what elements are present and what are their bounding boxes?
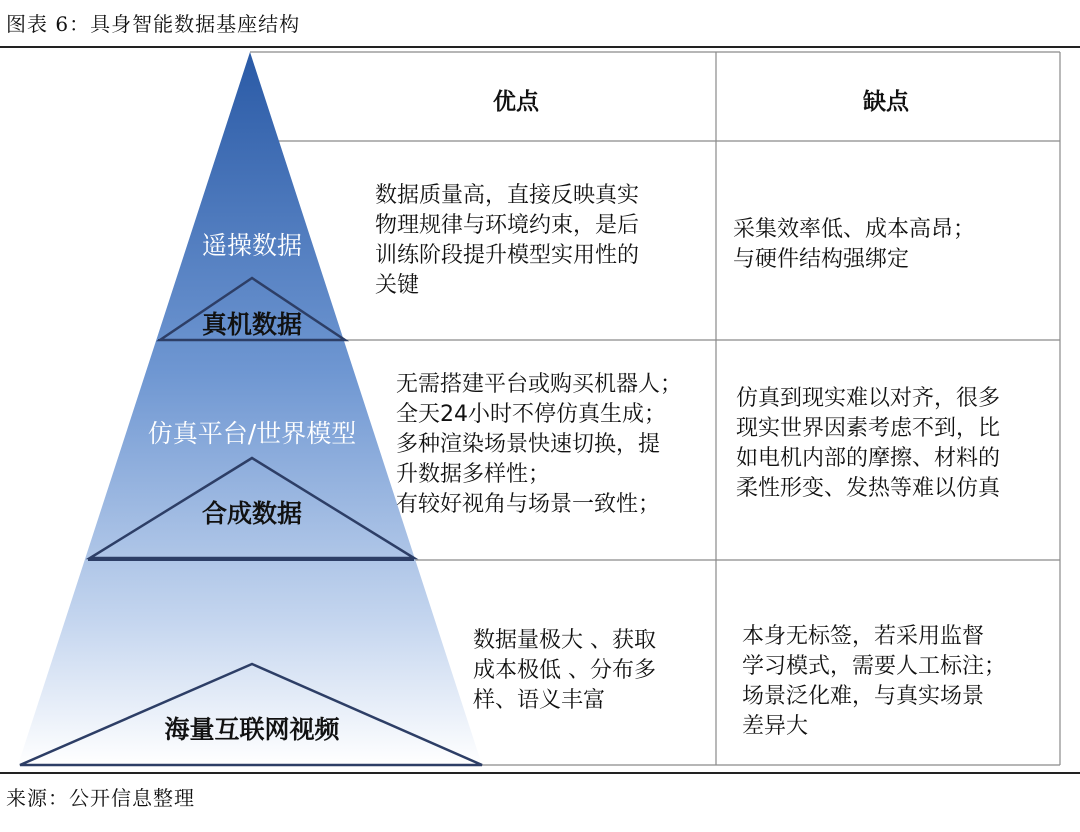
tier2-outer-label: 仿真平台/世界模型: [147, 419, 357, 448]
tier3-inner-label: 海量互联网视频: [164, 715, 340, 744]
tier1-outer-label: 遥操数据: [201, 231, 302, 260]
bottom-rule: [0, 772, 1080, 774]
figure-source: 来源：公开信息整理: [6, 786, 195, 810]
header-cons: 缺点: [863, 89, 909, 115]
tier1-inner-label: 真机数据: [201, 310, 302, 339]
tier1-cons: 采集效率低、成本高昂； 与硬件结构强绑定: [733, 217, 976, 272]
tier2-pros: 无需搭建平台或购买机器人； 全天24小时不停仿真生成； 多种渲染场景快速切换，提 升数据多样性； 有较好视角与场景一致性；: [396, 372, 683, 517]
tier1-pros: 数据质量高，直接反映真实 物理规律与环境约束，是后 训练阶段提升模型实用性的 关键: [375, 183, 640, 298]
figure-title: 图表 6：具身智能数据基座结构: [6, 12, 301, 36]
tier2-cons: 仿真到现实难以对齐，很多 现实世界因素考虑不到，比 如电机内部的摩擦、材料的 柔性形变、发热等难以仿真: [736, 386, 1001, 501]
header-pros: 优点: [493, 89, 539, 115]
tier2-inner-label: 合成数据: [201, 499, 302, 528]
tier3-cons: 本身无标签，若采用监督 学习模式，需要人工标注； 场景泛化难，与真实场景 差异大: [742, 624, 1007, 739]
tier3-pros: 数据量极大 、获取 成本极低 、分布多 样、语义丰富: [473, 628, 656, 713]
